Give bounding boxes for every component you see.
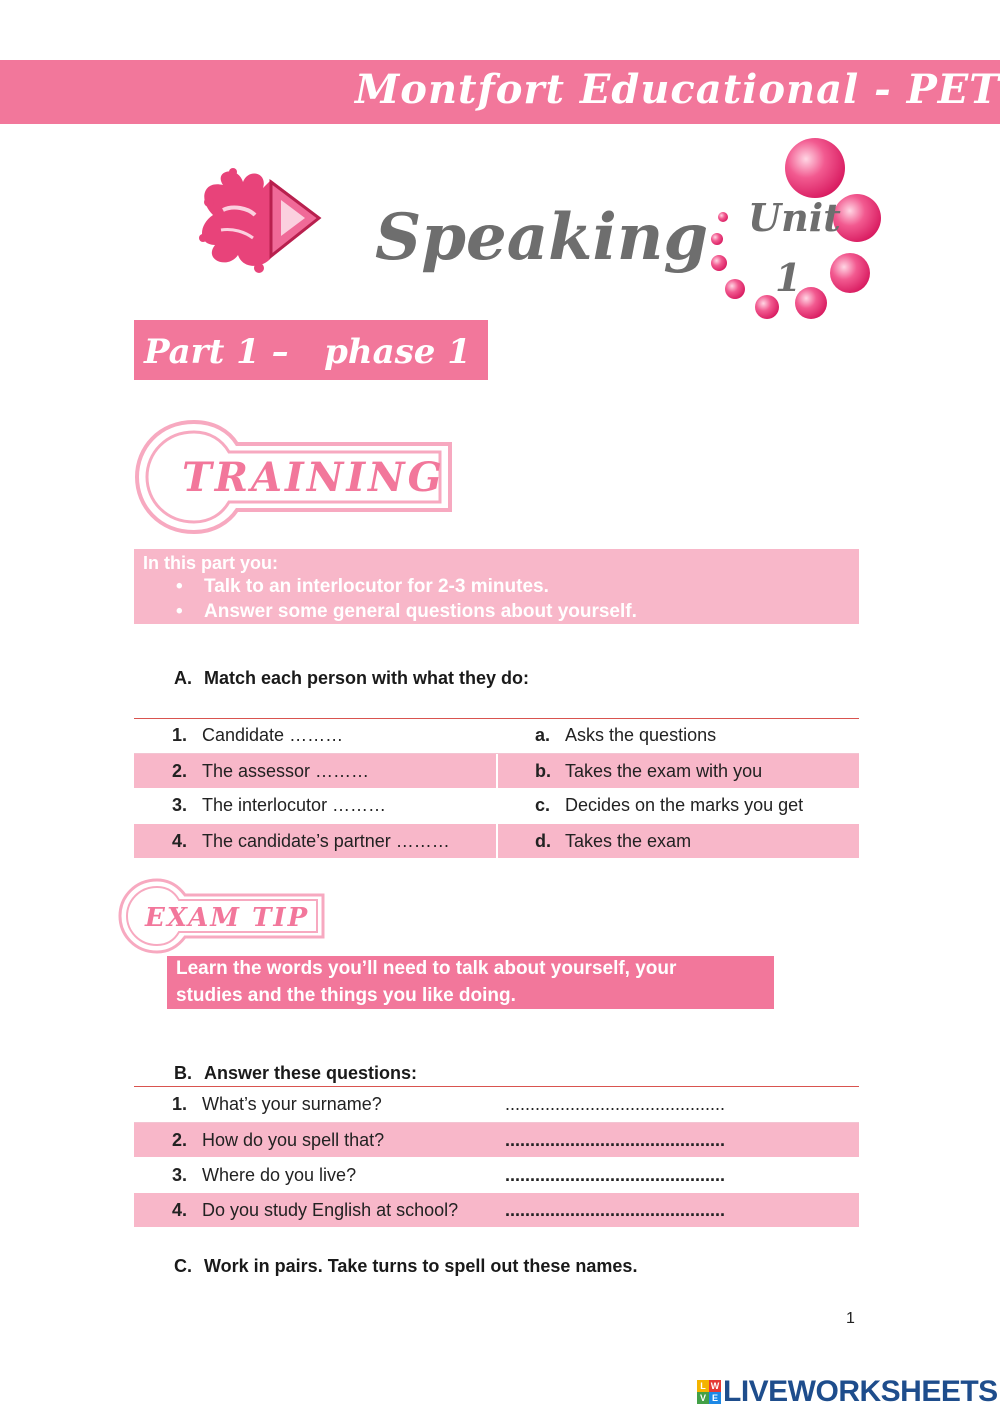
table-row [134, 718, 859, 752]
column-divider [496, 754, 498, 788]
question-cell: 2. How do you spell that? [172, 1130, 385, 1150]
table-row [134, 824, 859, 858]
role-cell: b. Takes the exam with you [535, 761, 763, 781]
person-cell: 4. The candidate’s partner ……… [172, 831, 450, 851]
exam-tip-line: Learn the words you’ll need to talk about yourself, your [176, 958, 677, 979]
answer-field[interactable]: ............................................ [505, 1130, 726, 1150]
info-bullet: • Talk to an interlocutor for 2-3 minutes. [176, 576, 549, 597]
section-c-text: Work in pairs. Take turns to spell out these names. [204, 1256, 638, 1276]
speaking-title: Speaking [375, 200, 709, 275]
table-row [134, 1123, 859, 1157]
exam-tip-badge-text: EXAM TIP [145, 903, 310, 933]
question-cell: 3. Where do you live? [172, 1165, 357, 1185]
liveworksheets-logo-icon: L W V E [697, 1380, 721, 1404]
info-bullet: • Answer some general questions about yourself. [176, 601, 637, 622]
section-b-letter: B. [174, 1063, 192, 1083]
liveworksheets-logo[interactable] [697, 1376, 998, 1408]
table-row [134, 1158, 859, 1192]
section-c-letter: C. [174, 1256, 192, 1276]
person-cell: 3. The interlocutor ……… [172, 795, 387, 815]
section-c-heading [174, 1256, 637, 1277]
section-b-heading [174, 1063, 417, 1084]
exam-tip-line: studies and the things you like doing. [176, 985, 516, 1006]
table-row [134, 1087, 859, 1121]
part-banner-text: Part 1 – phase 1 [144, 332, 471, 372]
section-a-letter: A. [174, 668, 192, 688]
person-cell: 2. The assessor ……… [172, 761, 370, 781]
column-divider [496, 824, 498, 858]
role-cell: d. Takes the exam [535, 831, 692, 851]
question-cell: 4. Do you study English at school? [172, 1200, 459, 1220]
header-title: Montfort Educational - PET [355, 66, 1000, 113]
info-bullet-text: Talk to an interlocutor for 2-3 minutes. [204, 576, 549, 597]
answer-field[interactable]: ............................................ [505, 1200, 726, 1220]
answer-field[interactable]: ............................................ [505, 1165, 726, 1185]
role-cell: a. Asks the questions [535, 725, 717, 745]
table-row [134, 1193, 859, 1227]
question-cell: 1. What’s your surname? [172, 1094, 382, 1114]
splash-arrow-icon [193, 160, 328, 275]
section-a-heading [174, 668, 529, 689]
unit-label: Unit [748, 195, 841, 240]
unit-number: 1 [775, 255, 802, 300]
liveworksheets-logo-text: LIVEWORKSHEETS [723, 1375, 998, 1408]
table-row [134, 754, 859, 788]
page-number: 1 [846, 1310, 855, 1327]
training-badge-text: TRAINING [182, 454, 445, 501]
person-cell: 1. Candidate ……… [172, 725, 344, 745]
role-cell: c. Decides on the marks you get [535, 795, 804, 815]
section-b-text: Answer these questions: [204, 1063, 418, 1083]
answer-field[interactable]: ............................................ [505, 1094, 726, 1114]
info-heading: In this part you: [143, 553, 278, 573]
section-a-text: Match each person with what they do: [204, 668, 530, 688]
info-bullet-text: Answer some general questions about yourself. [204, 601, 637, 622]
table-row [134, 788, 859, 822]
